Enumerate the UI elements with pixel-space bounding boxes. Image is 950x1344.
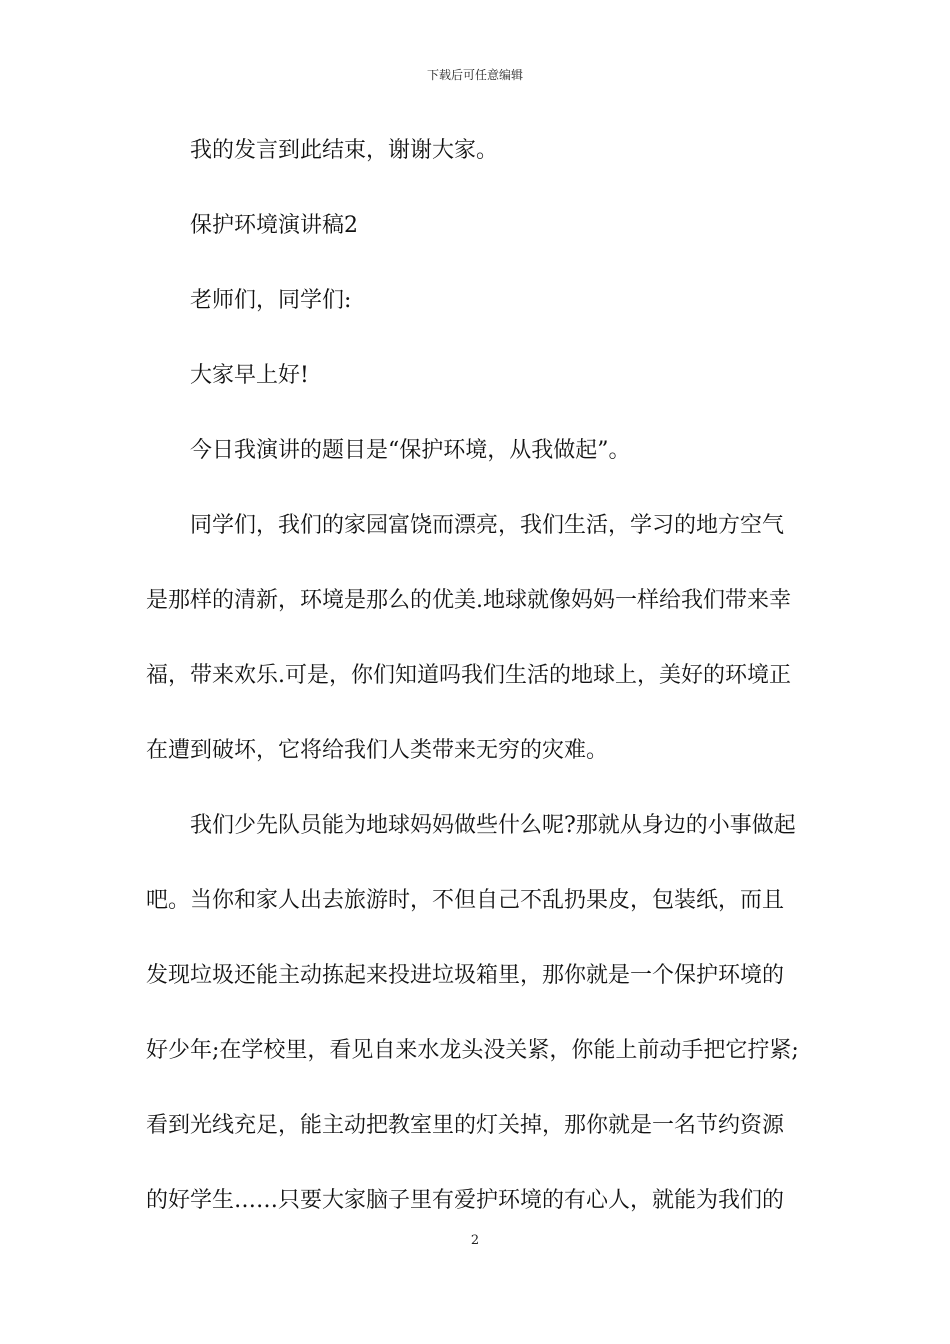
- page-number: 2: [470, 1233, 480, 1248]
- paragraph-line: 的好学生……只要大家脑子里有爱护环境的有心人，就能为我们的: [146, 1188, 785, 1213]
- paragraph-line: 发现垃圾还能主动拣起来投进垃圾箱里，那你就是一个保护环境的: [146, 963, 785, 988]
- paragraph-line: 我们少先队员能为地球妈妈做些什么呢?那就从身边的小事做起: [190, 813, 796, 838]
- paragraph-line: 好少年;在学校里，看见自来水龙头没关紧，你能上前动手把它拧紧;: [146, 1038, 799, 1063]
- speech-topic: 今日我演讲的题目是“保护环境，从我做起”。: [190, 438, 631, 463]
- paragraph-line: 是那样的清新，环境是那么的优美.地球就像妈妈一样给我们带来幸: [146, 588, 791, 613]
- paragraph-closing: 我的发言到此结束，谢谢大家。: [190, 138, 499, 163]
- greeting: 大家早上好!: [190, 363, 309, 388]
- paragraph-line: 在遭到破坏，它将给我们人类带来无穷的灾难。: [146, 738, 609, 763]
- paragraph-line: 看到光线充足，能主动把教室里的灯关掉，那你就是一名节约资源: [146, 1113, 785, 1138]
- page-header: 下载后可任意编辑: [426, 68, 523, 82]
- paragraph-line: 福，带来欢乐.可是，你们知道吗我们生活的地球上，美好的环境正: [146, 663, 791, 688]
- paragraph-line: 吧。当你和家人出去旅游时，不但自己不乱扔果皮，包装纸，而且: [146, 888, 785, 913]
- paragraph-line: 同学们，我们的家园富饶而漂亮，我们生活，学习的地方空气: [190, 513, 785, 538]
- salutation: 老师们，同学们:: [190, 288, 352, 313]
- section-title: 保护环境演讲稿2: [190, 213, 358, 238]
